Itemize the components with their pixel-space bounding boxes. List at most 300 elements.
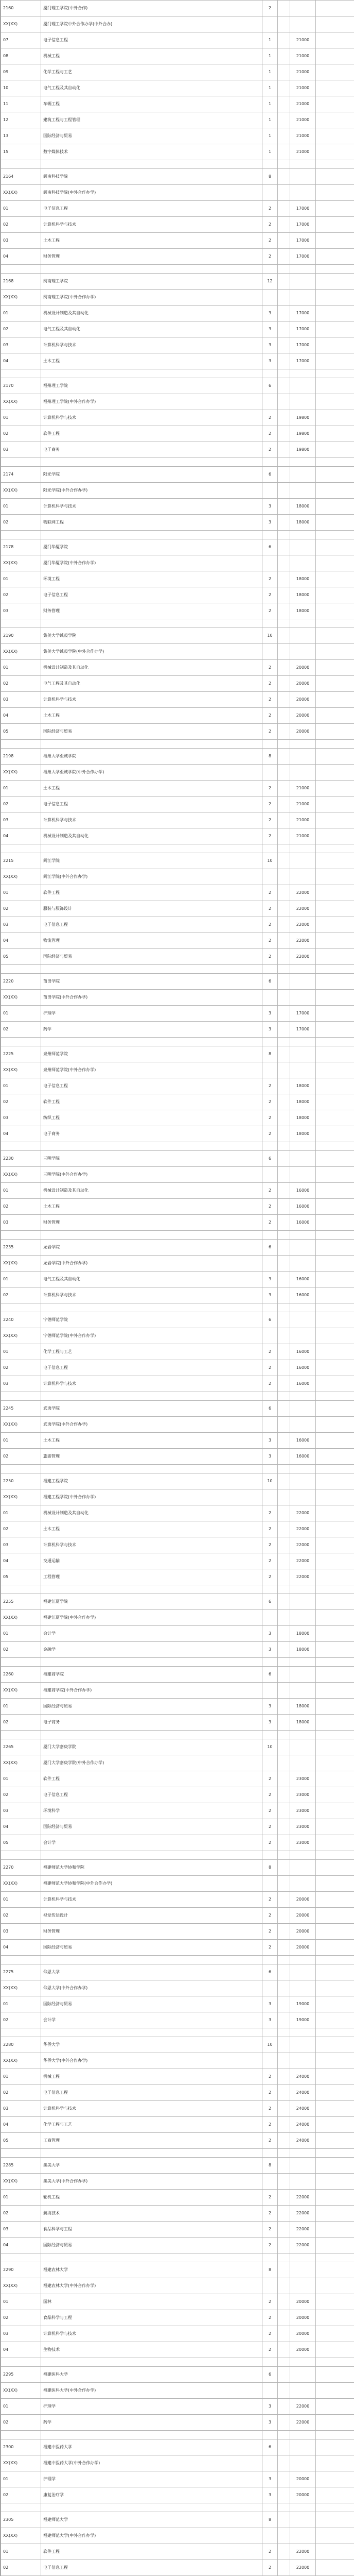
table-row — [1, 949, 354, 965]
type-cell — [278, 692, 290, 708]
plan-count-cell: 2 — [262, 2101, 278, 2117]
code-cell — [1, 1465, 41, 1473]
code-cell: 03 — [1, 1376, 41, 1392]
note-cell — [316, 1272, 354, 1287]
name-cell: 工程管理 — [41, 1569, 262, 1585]
tuition-fee-cell — [290, 749, 316, 765]
name-cell: 化学工程与工艺 — [41, 64, 262, 80]
tuition-fee-cell — [290, 2383, 316, 2399]
code-cell: 2164 — [1, 169, 41, 185]
code-cell: 2168 — [1, 274, 41, 290]
tuition-fee-cell — [290, 16, 316, 32]
code-cell: XX(XX) — [1, 290, 41, 306]
code-cell: XX(XX) — [1, 483, 41, 499]
name-cell: 会计学 — [41, 1835, 262, 1851]
type-cell — [278, 217, 290, 233]
type-cell — [278, 1642, 290, 1658]
plan-count-cell — [262, 265, 278, 274]
name-cell: 龙岩学院(中外合作办学) — [41, 1256, 262, 1272]
name-cell: 泉州师范学院 — [41, 1046, 262, 1062]
type-cell — [278, 1940, 290, 1956]
note-cell — [316, 1739, 354, 1755]
code-cell: XX(XX) — [1, 1256, 41, 1272]
tuition-fee-cell — [290, 2037, 316, 2053]
code-cell: 2235 — [1, 1240, 41, 1256]
code-cell: 02 — [1, 2085, 41, 2101]
tuition-fee-cell: 17000 — [290, 1006, 316, 1022]
tuition-fee-cell: 22000 — [290, 949, 316, 965]
tuition-fee-cell — [290, 290, 316, 306]
plan-count-cell: 8 — [262, 1860, 278, 1876]
code-cell: 02 — [1, 321, 41, 337]
type-cell — [278, 1956, 290, 1964]
plan-count-cell: 2 — [262, 676, 278, 692]
plan-count-cell: 10 — [262, 1739, 278, 1755]
plan-count-cell: 2 — [262, 2206, 278, 2222]
code-cell: 02 — [1, 1787, 41, 1803]
code-cell: 02 — [1, 1521, 41, 1537]
note-cell — [316, 64, 354, 80]
note-cell — [316, 2431, 354, 2439]
note-cell — [316, 1231, 354, 1240]
note-cell — [316, 1240, 354, 1256]
tuition-fee-cell — [290, 160, 316, 169]
name-cell: 武夷学院 — [41, 1401, 262, 1417]
name-cell: 计算机科学与技术 — [41, 1287, 262, 1303]
tuition-fee-cell: 17000 — [290, 1022, 316, 1038]
tuition-fee-cell: 22000 — [290, 933, 316, 949]
type-cell — [278, 2149, 290, 2158]
table-row — [1, 2085, 354, 2101]
type-cell — [278, 1151, 290, 1167]
plan-count-cell — [262, 2358, 278, 2367]
type-cell — [278, 1658, 290, 1667]
name-cell: 计算机科学与技术 — [41, 692, 262, 708]
table-row — [1, 1287, 354, 1303]
name-cell: 泉州师范学院(中外合作办学) — [41, 1062, 262, 1078]
plan-count-cell: 2 — [262, 917, 278, 933]
name-cell: 生物技术 — [41, 2342, 262, 2358]
code-cell: 05 — [1, 1569, 41, 1585]
code-cell: 01 — [1, 2069, 41, 2085]
type-cell — [278, 1521, 290, 1537]
tuition-fee-cell — [290, 1167, 316, 1183]
type-cell — [278, 201, 290, 217]
tuition-fee-cell — [290, 2512, 316, 2528]
tuition-fee-cell — [290, 765, 316, 781]
plan-count-cell: 2 — [262, 1199, 278, 1215]
type-cell — [278, 369, 290, 378]
plan-count-cell — [262, 2383, 278, 2399]
type-cell — [278, 2262, 290, 2278]
plan-count-cell: 2 — [262, 1835, 278, 1851]
name-cell: 三明学院(中外合作办学) — [41, 1167, 262, 1183]
name-cell: 国际经济与贸易 — [41, 1819, 262, 1835]
note-cell — [316, 1787, 354, 1803]
name-cell: 集美大学诚毅学院 — [41, 628, 262, 644]
code-cell: 11 — [1, 96, 41, 112]
spacer-row — [1, 2253, 354, 2262]
name-cell: 福建师范大学协和学院(中外合作办学) — [41, 1876, 262, 1892]
type-cell — [278, 531, 290, 539]
code-cell: 02 — [1, 1715, 41, 1731]
spacer-row — [1, 2503, 354, 2512]
code-cell: 04 — [1, 249, 41, 265]
type-cell — [278, 571, 290, 587]
plan-count-cell: 2 — [262, 2085, 278, 2101]
name-cell: 国际经济与贸易 — [41, 1996, 262, 2012]
type-cell — [278, 1215, 290, 1231]
type-cell — [278, 1312, 290, 1328]
plan-count-cell: 2 — [262, 1803, 278, 1819]
name-cell: 机械设计制造及其自动化 — [41, 828, 262, 844]
institution-row — [1, 1151, 354, 1167]
plan-count-cell — [262, 1392, 278, 1401]
table-row — [1, 765, 354, 781]
name-cell: 财务管理 — [41, 603, 262, 619]
type-cell — [278, 80, 290, 96]
type-cell — [278, 1256, 290, 1272]
table-row — [1, 1167, 354, 1183]
plan-count-cell — [262, 2455, 278, 2471]
name-cell — [41, 1731, 262, 1739]
note-cell — [316, 844, 354, 853]
table-row — [1, 1715, 354, 1731]
tuition-fee-cell: 23000 — [290, 1771, 316, 1787]
code-cell: 01 — [1, 1505, 41, 1521]
name-cell: 电子信息工程 — [41, 796, 262, 812]
institution-row — [1, 1240, 354, 1256]
note-cell — [316, 1392, 354, 1401]
name-cell: 电子信息工程 — [41, 2560, 262, 2576]
note-cell — [316, 1215, 354, 1231]
code-cell: 2215 — [1, 853, 41, 869]
code-cell — [1, 160, 41, 169]
note-cell — [316, 2399, 354, 2415]
spacer-row — [1, 1956, 354, 1964]
code-cell: 2270 — [1, 1860, 41, 1876]
plan-count-cell — [262, 1303, 278, 1312]
table-row — [1, 1980, 354, 1996]
code-cell: 03 — [1, 917, 41, 933]
name-cell: 厦门理工学院中外合作办学(中外合办) — [41, 16, 262, 32]
code-cell: XX(XX) — [1, 644, 41, 660]
code-cell: 02 — [1, 217, 41, 233]
type-cell — [278, 949, 290, 965]
note-cell — [316, 458, 354, 467]
code-cell — [1, 1392, 41, 1401]
table-row — [1, 1449, 354, 1465]
type-cell — [278, 185, 290, 201]
note-cell — [316, 467, 354, 483]
plan-count-cell: 2 — [262, 781, 278, 796]
note-cell — [316, 587, 354, 603]
note-cell — [316, 2455, 354, 2471]
type-cell — [278, 1699, 290, 1715]
tuition-fee-cell: 24000 — [290, 2101, 316, 2117]
institution-row — [1, 467, 354, 483]
spacer-row — [1, 265, 354, 274]
name-cell: 闽南理工学院 — [41, 274, 262, 290]
tuition-fee-cell: 20000 — [290, 1924, 316, 1940]
type-cell — [278, 1731, 290, 1739]
type-cell — [278, 1996, 290, 2012]
note-cell — [316, 990, 354, 1006]
plan-count-cell: 2 — [262, 2310, 278, 2326]
type-cell — [278, 539, 290, 555]
type-cell — [278, 2326, 290, 2342]
code-cell: 01 — [1, 2190, 41, 2206]
type-cell — [278, 965, 290, 974]
tuition-fee-cell — [290, 1038, 316, 1046]
table-row — [1, 555, 354, 571]
note-cell — [316, 2117, 354, 2133]
institution-row — [1, 2158, 354, 2174]
tuition-fee-cell: 21000 — [290, 828, 316, 844]
code-cell: 2290 — [1, 2262, 41, 2278]
code-cell: 04 — [1, 353, 41, 369]
tuition-fee-cell: 22000 — [290, 1553, 316, 1569]
plan-count-cell: 3 — [262, 499, 278, 515]
plan-count-cell: 2 — [262, 1787, 278, 1803]
name-cell: 厦门华厦学院(中外合作办学) — [41, 555, 262, 571]
type-cell — [278, 378, 290, 394]
type-cell — [278, 676, 290, 692]
spacer-row — [1, 2149, 354, 2158]
code-cell: 01 — [1, 1996, 41, 2012]
name-cell: 电子信息工程 — [41, 1078, 262, 1094]
tuition-fee-cell: 20000 — [290, 660, 316, 676]
type-cell — [278, 1272, 290, 1287]
institution-row — [1, 2037, 354, 2053]
note-cell — [316, 1537, 354, 1553]
tuition-fee-cell — [290, 2367, 316, 2383]
note-cell — [316, 1094, 354, 1110]
name-cell: 电子商务 — [41, 1126, 262, 1142]
type-cell — [278, 628, 290, 644]
note-cell — [316, 2085, 354, 2101]
code-cell: 04 — [1, 2117, 41, 2133]
note-cell — [316, 1924, 354, 1940]
table-row — [1, 1940, 354, 1956]
name-cell: 国际经济与贸易 — [41, 949, 262, 965]
note-cell — [316, 499, 354, 515]
plan-count-cell — [262, 1980, 278, 1996]
plan-count-cell: 3 — [262, 1715, 278, 1731]
spacer-row — [1, 1303, 354, 1312]
name-cell: 机械设计制造及其自动化 — [41, 1505, 262, 1521]
code-cell — [1, 965, 41, 974]
plan-count-cell: 2 — [262, 885, 278, 901]
plan-count-cell — [262, 1585, 278, 1594]
plan-count-cell — [262, 619, 278, 628]
plan-count-cell: 1 — [262, 48, 278, 64]
plan-count-cell: 2 — [262, 603, 278, 619]
note-cell — [316, 885, 354, 901]
plan-count-cell — [262, 2431, 278, 2439]
type-cell — [278, 1505, 290, 1521]
institution-row — [1, 274, 354, 290]
table-row — [1, 1835, 354, 1851]
note-cell — [316, 1731, 354, 1739]
tuition-fee-cell: 24000 — [290, 2133, 316, 2149]
tuition-fee-cell: 16000 — [290, 1272, 316, 1287]
plan-count-cell: 2 — [262, 2560, 278, 2576]
name-cell: 福建医科大学(中外合作办学) — [41, 2383, 262, 2399]
type-cell — [278, 1771, 290, 1787]
name-cell — [41, 1303, 262, 1312]
tuition-fee-cell: 18000 — [290, 1094, 316, 1110]
tuition-fee-cell: 20000 — [290, 724, 316, 740]
tuition-fee-cell — [290, 2149, 316, 2158]
code-cell: 02 — [1, 2487, 41, 2503]
code-cell: 01 — [1, 1183, 41, 1199]
type-cell — [278, 796, 290, 812]
tuition-fee-cell: 16000 — [290, 1433, 316, 1449]
plan-count-cell: 6 — [262, 974, 278, 990]
name-cell: 国际经济与贸易 — [41, 1940, 262, 1956]
note-cell — [316, 112, 354, 128]
code-cell: XX(XX) — [1, 1683, 41, 1699]
plan-count-cell: 2 — [262, 1, 278, 16]
note-cell — [316, 233, 354, 249]
table-row — [1, 201, 354, 217]
name-cell: 闽南科技学院 — [41, 169, 262, 185]
name-cell: 电子信息工程 — [41, 1360, 262, 1376]
tuition-fee-cell: 18000 — [290, 1699, 316, 1715]
plan-count-cell: 1 — [262, 128, 278, 144]
spacer-row — [1, 1658, 354, 1667]
code-cell: 01 — [1, 571, 41, 587]
code-cell — [1, 1142, 41, 1151]
code-cell — [1, 1851, 41, 1860]
table-row — [1, 1489, 354, 1505]
code-cell: 2280 — [1, 2037, 41, 2053]
type-cell — [278, 2383, 290, 2399]
plan-count-cell: 2 — [262, 901, 278, 917]
tuition-fee-cell — [290, 1473, 316, 1489]
note-cell — [316, 555, 354, 571]
tuition-fee-cell — [290, 1062, 316, 1078]
name-cell: 软件工程 — [41, 885, 262, 901]
name-cell: 土木工程 — [41, 1521, 262, 1537]
note-cell — [316, 169, 354, 185]
tuition-fee-cell: 20000 — [290, 1940, 316, 1956]
table-row — [1, 2310, 354, 2326]
type-cell — [278, 2294, 290, 2310]
tuition-fee-cell: 19800 — [290, 426, 316, 442]
tuition-fee-cell: 17000 — [290, 337, 316, 353]
note-cell — [316, 1683, 354, 1699]
tuition-fee-cell: 22000 — [290, 1537, 316, 1553]
plan-count-cell: 2 — [262, 796, 278, 812]
code-cell: XX(XX) — [1, 2174, 41, 2190]
tuition-fee-cell: 19000 — [290, 1996, 316, 2012]
table-row — [1, 2190, 354, 2206]
code-cell: 04 — [1, 933, 41, 949]
tuition-fee-cell — [290, 458, 316, 467]
name-cell: 护理学 — [41, 2471, 262, 2487]
note-cell — [316, 2190, 354, 2206]
table-row — [1, 1, 354, 16]
note-cell — [316, 185, 354, 201]
note-cell — [316, 1256, 354, 1272]
name-cell: 车辆工程 — [41, 96, 262, 112]
plan-count-cell: 2 — [262, 2190, 278, 2206]
plan-count-cell: 10 — [262, 628, 278, 644]
table-row — [1, 901, 354, 917]
type-cell — [278, 1739, 290, 1755]
name-cell: 机械工程 — [41, 48, 262, 64]
plan-count-cell: 3 — [262, 1006, 278, 1022]
plan-count-cell: 3 — [262, 306, 278, 321]
table-row — [1, 1569, 354, 1585]
plan-count-cell: 6 — [262, 378, 278, 394]
note-cell — [316, 2278, 354, 2294]
note-cell — [316, 901, 354, 917]
name-cell: 土木工程 — [41, 353, 262, 369]
tuition-fee-cell — [290, 1876, 316, 1892]
name-cell: 环境科学 — [41, 1803, 262, 1819]
code-cell: XX(XX) — [1, 2528, 41, 2544]
type-cell — [278, 1585, 290, 1594]
note-cell — [316, 2560, 354, 2576]
note-cell — [316, 1344, 354, 1360]
table-row — [1, 144, 354, 160]
code-cell: 2160 — [1, 1, 41, 16]
name-cell: 土木工程 — [41, 1433, 262, 1449]
plan-count-cell — [262, 1876, 278, 1892]
name-cell: 机械设计制造及其自动化 — [41, 306, 262, 321]
note-cell — [316, 2342, 354, 2358]
plan-count-cell: 8 — [262, 2262, 278, 2278]
plan-count-cell: 2 — [262, 933, 278, 949]
note-cell — [316, 1658, 354, 1667]
table-row — [1, 249, 354, 265]
code-cell: XX(XX) — [1, 394, 41, 410]
plan-count-cell: 3 — [262, 1272, 278, 1287]
note-cell — [316, 2262, 354, 2278]
note-cell — [316, 1642, 354, 1658]
tuition-fee-cell: 22000 — [290, 1521, 316, 1537]
code-cell: 02 — [1, 1094, 41, 1110]
plan-count-cell — [262, 965, 278, 974]
plan-count-cell: 2 — [262, 1892, 278, 1908]
plan-count-cell: 3 — [262, 1449, 278, 1465]
name-cell: 电子商务 — [41, 1715, 262, 1731]
name-cell: 食品科学与工程 — [41, 2222, 262, 2238]
note-cell — [316, 740, 354, 749]
type-cell — [278, 467, 290, 483]
code-cell: 02 — [1, 676, 41, 692]
type-cell — [278, 1980, 290, 1996]
type-cell — [278, 1392, 290, 1401]
type-cell — [278, 974, 290, 990]
plan-count-cell — [262, 1167, 278, 1183]
name-cell — [41, 1231, 262, 1240]
note-cell — [316, 1851, 354, 1860]
name-cell: 福建师范大学协和学院 — [41, 1860, 262, 1876]
table-row — [1, 2278, 354, 2294]
table-row — [1, 32, 354, 48]
tuition-fee-cell — [290, 1860, 316, 1876]
note-cell — [316, 2037, 354, 2053]
name-cell: 机械设计制造及其自动化 — [41, 660, 262, 676]
note-cell — [316, 2310, 354, 2326]
plan-count-cell — [262, 369, 278, 378]
type-cell — [278, 306, 290, 321]
table-row — [1, 128, 354, 144]
